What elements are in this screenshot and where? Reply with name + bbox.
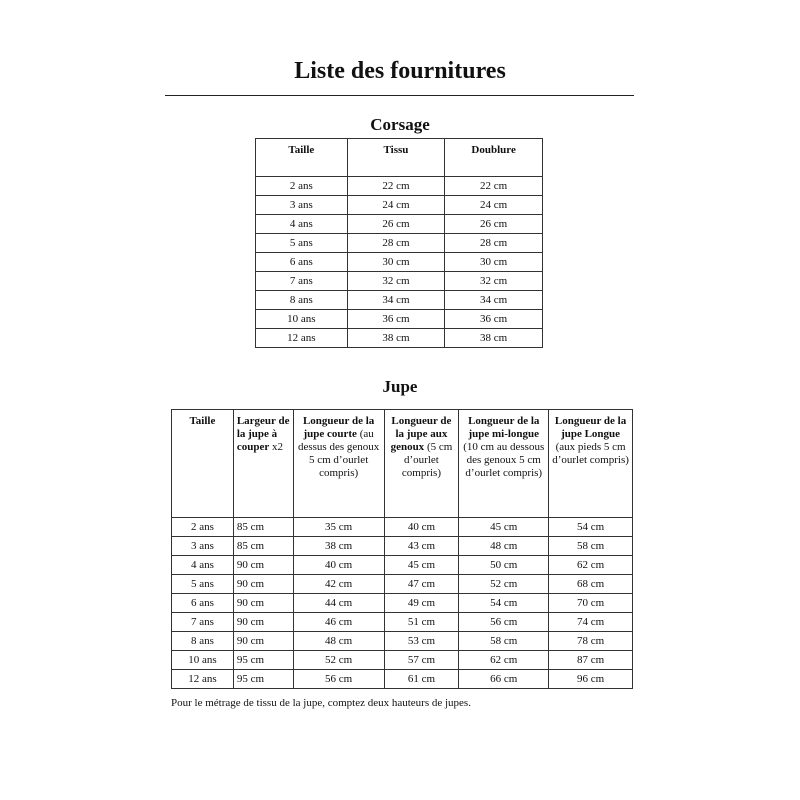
- corsage-header-tissu: Tissu: [347, 139, 445, 177]
- table-cell: 85 cm: [233, 518, 293, 537]
- corsage-header-row: [256, 139, 543, 177]
- table-cell: 6 ans: [256, 253, 348, 272]
- jupe-header-mi-longue: Longueur de la jupe mi-longue (10 cm au dessous des genoux 5 cm d’ourlet compris): [459, 410, 549, 518]
- table-cell: 48 cm: [459, 537, 549, 556]
- table-cell: 38 cm: [445, 329, 543, 348]
- table-cell: 62 cm: [549, 556, 633, 575]
- jupe-header-taille: Taille: [172, 410, 234, 518]
- table-cell: 5 ans: [172, 575, 234, 594]
- table-row: [256, 196, 543, 215]
- table-cell: 53 cm: [384, 632, 459, 651]
- table-row: [256, 215, 543, 234]
- table-row: [256, 253, 543, 272]
- table-cell: 95 cm: [233, 670, 293, 689]
- table-cell: 5 ans: [256, 234, 348, 253]
- footnote: Pour le métrage de tissu de la jupe, comptez deux hauteurs de jupes.: [171, 697, 471, 709]
- table-row: [172, 594, 633, 613]
- table-cell: 48 cm: [293, 632, 384, 651]
- table-cell: 57 cm: [384, 651, 459, 670]
- table-cell: 54 cm: [459, 594, 549, 613]
- table-cell: 87 cm: [549, 651, 633, 670]
- table-cell: 30 cm: [347, 253, 445, 272]
- table-cell: 44 cm: [293, 594, 384, 613]
- table-row: [256, 272, 543, 291]
- table-row: [256, 234, 543, 253]
- table-row: [256, 291, 543, 310]
- table-row: [172, 556, 633, 575]
- table-cell: 7 ans: [256, 272, 348, 291]
- table-row: [256, 329, 543, 348]
- table-cell: 12 ans: [256, 329, 348, 348]
- jupe-header-largeur: Largeur de la jupe à couper x2: [233, 410, 293, 518]
- table-cell: 90 cm: [233, 632, 293, 651]
- table-cell: 22 cm: [445, 177, 543, 196]
- table-cell: 78 cm: [549, 632, 633, 651]
- jupe-heading: Jupe: [382, 377, 418, 396]
- table-cell: 43 cm: [384, 537, 459, 556]
- table-row: [172, 613, 633, 632]
- corsage-header-doublure: Doublure: [445, 139, 543, 177]
- jupe-header-row: [172, 410, 633, 518]
- corsage-heading: Corsage: [370, 115, 430, 134]
- table-cell: 36 cm: [445, 310, 543, 329]
- table-cell: 52 cm: [459, 575, 549, 594]
- table-cell: 90 cm: [233, 575, 293, 594]
- table-cell: 61 cm: [384, 670, 459, 689]
- table-cell: 42 cm: [293, 575, 384, 594]
- jupe-header-genoux: Longueur de la jupe aux genoux (5 cm d’ourlet compris): [384, 410, 459, 518]
- table-row: [256, 177, 543, 196]
- table-cell: 58 cm: [459, 632, 549, 651]
- table-cell: 90 cm: [233, 594, 293, 613]
- table-cell: 6 ans: [172, 594, 234, 613]
- page-title: Liste des fournitures: [294, 58, 506, 84]
- corsage-header-taille: Taille: [256, 139, 348, 177]
- table-row: [172, 651, 633, 670]
- table-cell: 2 ans: [256, 177, 348, 196]
- table-cell: 47 cm: [384, 575, 459, 594]
- title-divider: [165, 95, 634, 96]
- table-cell: 68 cm: [549, 575, 633, 594]
- table-cell: 7 ans: [172, 613, 234, 632]
- table-cell: 36 cm: [347, 310, 445, 329]
- table-cell: 56 cm: [459, 613, 549, 632]
- table-row: [172, 632, 633, 651]
- table-cell: 46 cm: [293, 613, 384, 632]
- table-cell: 40 cm: [293, 556, 384, 575]
- table-cell: 3 ans: [256, 196, 348, 215]
- table-cell: 58 cm: [549, 537, 633, 556]
- table-cell: 40 cm: [384, 518, 459, 537]
- table-cell: 56 cm: [293, 670, 384, 689]
- table-row: [256, 310, 543, 329]
- table-cell: 38 cm: [293, 537, 384, 556]
- table-cell: 90 cm: [233, 613, 293, 632]
- table-cell: 96 cm: [549, 670, 633, 689]
- table-cell: 85 cm: [233, 537, 293, 556]
- table-cell: 49 cm: [384, 594, 459, 613]
- table-cell: 10 ans: [256, 310, 348, 329]
- table-row: [172, 537, 633, 556]
- table-cell: 12 ans: [172, 670, 234, 689]
- table-cell: 26 cm: [347, 215, 445, 234]
- table-cell: 10 ans: [172, 651, 234, 670]
- table-cell: 74 cm: [549, 613, 633, 632]
- table-cell: 34 cm: [347, 291, 445, 310]
- table-row: [172, 670, 633, 689]
- table-cell: 28 cm: [347, 234, 445, 253]
- table-cell: 2 ans: [172, 518, 234, 537]
- table-cell: 95 cm: [233, 651, 293, 670]
- table-cell: 32 cm: [347, 272, 445, 291]
- table-cell: 51 cm: [384, 613, 459, 632]
- jupe-header-courte: Longueur de la jupe courte (au dessus des genoux 5 cm d’ourlet compris): [293, 410, 384, 518]
- table-cell: 4 ans: [256, 215, 348, 234]
- table-cell: 38 cm: [347, 329, 445, 348]
- table-cell: 45 cm: [384, 556, 459, 575]
- table-cell: 66 cm: [459, 670, 549, 689]
- table-cell: 50 cm: [459, 556, 549, 575]
- table-cell: 34 cm: [445, 291, 543, 310]
- table-cell: 52 cm: [293, 651, 384, 670]
- table-cell: 3 ans: [172, 537, 234, 556]
- table-cell: 70 cm: [549, 594, 633, 613]
- table-cell: 4 ans: [172, 556, 234, 575]
- table-cell: 24 cm: [347, 196, 445, 215]
- table-cell: 8 ans: [256, 291, 348, 310]
- corsage-table: [255, 138, 543, 348]
- table-cell: 32 cm: [445, 272, 543, 291]
- table-cell: 62 cm: [459, 651, 549, 670]
- jupe-table: [171, 409, 633, 689]
- table-cell: 24 cm: [445, 196, 543, 215]
- table-cell: 22 cm: [347, 177, 445, 196]
- table-cell: 54 cm: [549, 518, 633, 537]
- table-cell: 26 cm: [445, 215, 543, 234]
- table-cell: 28 cm: [445, 234, 543, 253]
- table-cell: 8 ans: [172, 632, 234, 651]
- table-cell: 35 cm: [293, 518, 384, 537]
- table-row: [172, 575, 633, 594]
- table-cell: 30 cm: [445, 253, 543, 272]
- table-row: [172, 518, 633, 537]
- jupe-header-longue: Longueur de la jupe Longue (aux pieds 5 cm d’ourlet compris): [549, 410, 633, 518]
- table-cell: 45 cm: [459, 518, 549, 537]
- table-cell: 90 cm: [233, 556, 293, 575]
